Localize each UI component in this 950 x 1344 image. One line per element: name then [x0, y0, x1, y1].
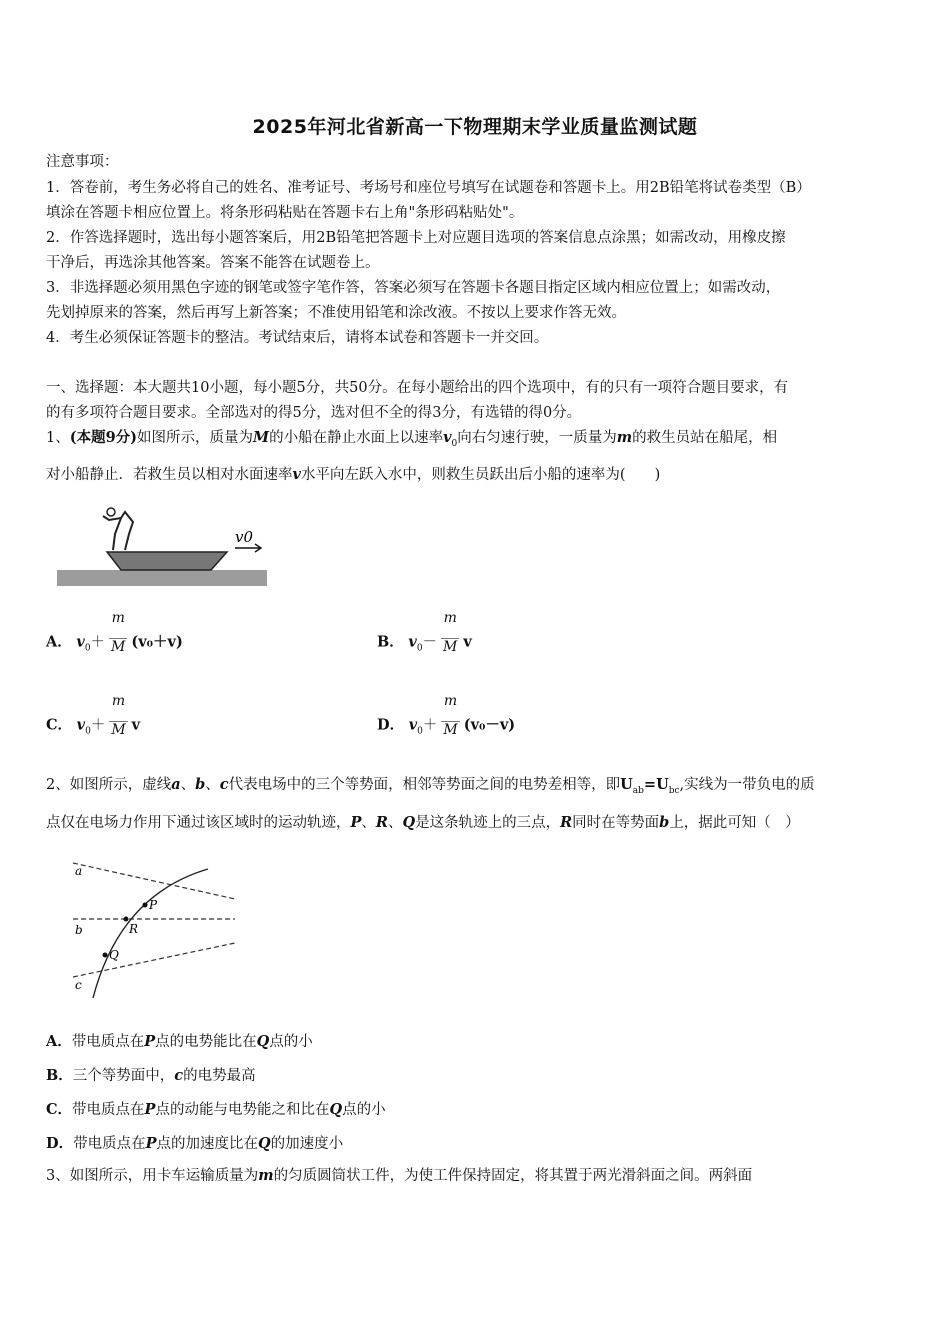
velocity-label: v0: [235, 528, 254, 546]
q1-option-c[interactable]: C． $v_0+$ $\frac{m}{M}$ v: [46, 693, 141, 738]
notice-line: 4．考生必须保证答题卡的整洁。考试结束后，请将本试卷和答题卡一并交回。: [46, 330, 549, 346]
notice-heading: 注意事项：: [46, 154, 119, 170]
q1-stem-line1: 1、(本题9分)如图所示，质量为M的小船在静止水面上以速率$v_0$向右匀速行驶，一质量为m的救生员站在船尾，相: [46, 429, 778, 449]
equipotential-c: [73, 943, 235, 977]
notice-line: 填涂在答题卡相应位置上。将条形码粘贴在答题卡右上角"条形码粘贴处"。: [46, 205, 524, 221]
water-surface: [57, 570, 267, 586]
q1-option-b[interactable]: B． $v_0-$ $\frac{m}{M}$ v: [377, 610, 472, 655]
label-c: c: [75, 978, 82, 992]
rescuer-figure: [113, 512, 133, 550]
label-P: P: [149, 898, 158, 912]
q3-stem-line1: 3、如图所示，用卡车运输质量为m的匀质圆筒状工件，为使工件保持固定，将其置于两光滑斜面之间。两斜面: [46, 1167, 753, 1184]
label-R: R: [129, 922, 139, 936]
trajectory: [93, 869, 208, 998]
q1-option-d[interactable]: D． $v_0+$ $\frac{m}{M}$ (v₀－v): [377, 693, 516, 738]
notice-line: 3．非选择题必须用黑色字迹的钢笔或签字笔作答，答案必须写在答题卡各题目指定区域内相应位置上；如需改动，: [46, 280, 781, 296]
notice-line: 2．作答选择题时，选出每小题答案后，用2B铅笔把答题卡上对应题目选项的答案信息点涂黑；如需改动，用橡皮擦: [46, 230, 786, 246]
q2-option-c[interactable]: C．带电质点在P点的动能与电势能之和比在Q点的小: [46, 1101, 386, 1118]
notice-line: 先划掉原来的答案，然后再写上新答案；不准使用铅笔和涂改液。不按以上要求作答无效。: [46, 305, 626, 321]
notice-line: 1．答卷前，考生务必将自己的姓名、准考证号、考场号和座位号填写在试题卷和答题卡上。用2B铅笔将试卷类型（B）: [46, 180, 811, 196]
q1-option-a[interactable]: A． $v_0+$ $\frac{m}{M}$ (v₀＋v): [46, 610, 183, 655]
boat-figure: [55, 500, 270, 592]
boat-hull: [107, 552, 227, 570]
point-Q: [103, 953, 108, 958]
label-Q: Q: [109, 948, 119, 962]
point-R: [124, 917, 129, 922]
section-instructions: 一、选择题：本大题共10小题，每小题5分，共50分。在每小题给出的四个选项中，有的只有一项符合题目要求，有: [46, 380, 789, 396]
equipotential-a: [73, 863, 235, 899]
equipotential-figure: [65, 855, 245, 1005]
label-a: a: [75, 864, 83, 878]
page-title: 2025年河北省新高一下物理期末学业质量监测试题: [252, 116, 698, 138]
q1-stem-line2: 对小船静止．若救生员以相对水面速率v水平向左跃入水中，则救生员跃出后小船的速率为( ): [46, 466, 661, 483]
q2-option-b[interactable]: B．三个等势面中，c的电势最高: [46, 1067, 256, 1084]
q2-stem-line1: 2、如图所示，虚线a、b、c代表电场中的三个等势面，相邻等势面之间的电势差相等，即$U_{ab}=U_{bc}$,实线为一带负电的质: [46, 776, 815, 796]
q2-option-a[interactable]: A．带电质点在P点的电势能比在Q点的小: [46, 1033, 313, 1050]
section-instructions: 的有多项符合题目要求。全部选对的得5分，选对但不全的得3分，有选错的得0分。: [46, 405, 582, 421]
label-b: b: [75, 923, 83, 937]
point-P: [143, 903, 148, 908]
q2-stem-line2: 点仅在电场力作用下通过该区域时的运动轨迹，P、R、Q是这条轨迹上的三点，R同时在等势面b上，据此可知（ ）: [46, 814, 800, 831]
notice-line: 干净后，再选涂其他答案。答案不能答在试题卷上。: [46, 255, 380, 271]
q2-option-d[interactable]: D．带电质点在P点的加速度比在Q的加速度小: [46, 1135, 344, 1152]
